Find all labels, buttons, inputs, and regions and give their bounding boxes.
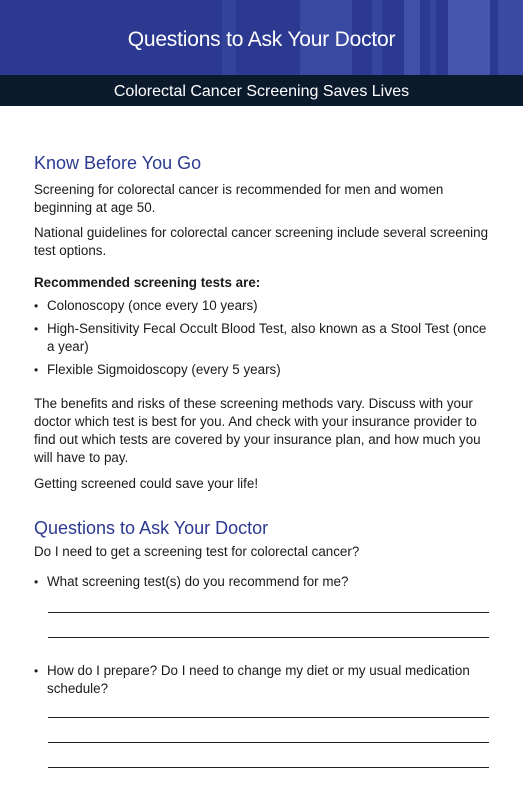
section-heading-know-before-you-go: Know Before You Go bbox=[34, 153, 202, 173]
list-item-text: What screening test(s) do you recommend for me? bbox=[47, 574, 349, 589]
paragraph-benefits-risks: The benefits and risks of these screening methods vary. Discuss with your doctor which test is best for you. And check with your insurance provider to find out which tests are covered by your insurance plan, and how much you will have to pay. bbox=[34, 396, 481, 465]
page-title: Questions to Ask Your Doctor bbox=[127, 28, 396, 51]
answer-line[interactable] bbox=[48, 637, 489, 638]
list-item bbox=[34, 297, 494, 315]
header-banner bbox=[0, 0, 523, 75]
answer-line[interactable] bbox=[48, 742, 489, 743]
answer-line[interactable] bbox=[48, 612, 489, 613]
section-heading-questions: Questions to Ask Your Doctor bbox=[34, 518, 269, 538]
bullet-icon: • bbox=[34, 322, 39, 336]
list-item bbox=[34, 361, 494, 379]
bullet-icon: • bbox=[34, 664, 39, 678]
question-intro: Do I need to get a screening test for colorectal cancer? bbox=[34, 544, 360, 559]
bullet-icon: • bbox=[34, 299, 39, 313]
list-item bbox=[34, 573, 494, 591]
answer-line[interactable] bbox=[48, 717, 489, 718]
bullet-icon: • bbox=[34, 363, 39, 377]
questions-list bbox=[34, 573, 494, 591]
list-item-text: High-Sensitivity Fecal Occult Blood Test, also known as a Stool Test (once a year) bbox=[47, 321, 487, 354]
list-item-text: Colonoscopy (once every 10 years) bbox=[47, 298, 258, 313]
list-item bbox=[34, 320, 494, 356]
questions-list bbox=[34, 662, 494, 698]
paragraph-get-screened: Getting screened could save your life! bbox=[34, 476, 259, 491]
tests-subheading: Recommended screening tests are: bbox=[34, 275, 261, 290]
list-item-text: How do I prepare? Do I need to change my diet or my usual medication schedule? bbox=[47, 663, 470, 696]
tests-list bbox=[34, 297, 494, 379]
content-area bbox=[34, 152, 494, 768]
list-item-text: Flexible Sigmoidoscopy (every 5 years) bbox=[47, 362, 281, 377]
bullet-icon: • bbox=[34, 575, 39, 589]
paragraph-age: Screening for colorectal cancer is recommended for men and women beginning at age 50. bbox=[34, 182, 444, 215]
list-item bbox=[34, 662, 494, 698]
page-subtitle: Colorectal Cancer Screening Saves Lives bbox=[0, 75, 523, 106]
paragraph-guidelines: National guidelines for colorectal cancer screening include several screening test options. bbox=[34, 225, 489, 258]
answer-line[interactable] bbox=[48, 767, 489, 768]
